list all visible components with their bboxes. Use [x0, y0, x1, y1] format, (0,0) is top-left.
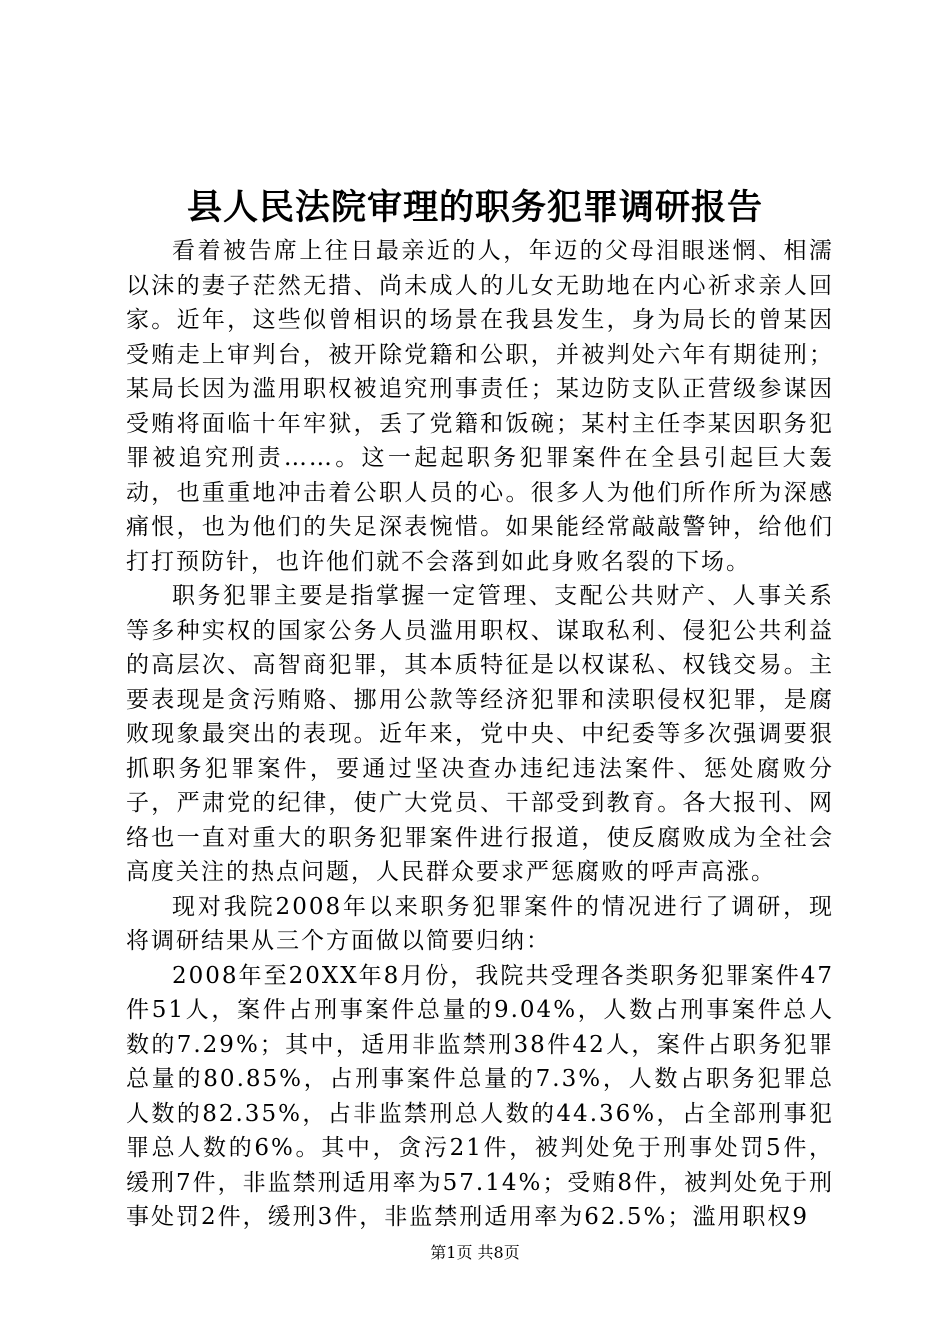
paragraph: 职务犯罪主要是指掌握一定管理、支配公共财产、人事关系等多种实权的国家公务人员滥用职权、谋取私利、侵犯公共利益的高层次、高智商犯罪，其本质特征是以权谋私、权钱交易。主要表现是贪污贿赂、挪用公款等经济犯罪和渎职侵权犯罪，是腐败现象最突出的表现。近年来，党中央、中纪委等多次强调要狠抓职务犯罪案件，要通过坚决查办违纪违法案件、惩处腐败分子，严肃党的纪律，使广大党员、干部受到教育。各大报刊、网络也一直对重大的职务犯罪案件进行报道，使反腐败成为全社会高度关注的热点问题，人民群众要求严惩腐败的呼声高涨。: [126, 583, 834, 885]
page-footer: 第1页 共8页: [430, 1243, 520, 1262]
document-body: [126, 234, 834, 1235]
paragraph: 2008年至20XX年8月份，我院共受理各类职务犯罪案件47件51人，案件占刑事案件总量的9.04%，人数占刑事案件总人数的7.29%；其中，适用非监禁刑38件42人，案件占职务犯罪总量的80.85%，占刑事案件总量的7.3%，人数占职务犯罪总人数的82.35%，占非监禁刑总人数的44.36%，占全部刑事犯罪总人数的6%。其中，贪污21件，被判处免于刑事处罚5件，缓刑7件，非监禁刑适用率为57.14%；受贿8件，被判处免于刑事处罚2件，缓刑3件，非监禁刑适用率为62.5%；滥用职权9: [126, 962, 834, 1230]
paragraph: 现对我院2008年以来职务犯罪案件的情况进行了调研，现将调研结果从三个方面做以简要归纳：: [126, 893, 834, 954]
paragraph: 看着被告席上往日最亲近的人，年迈的父母泪眼迷惘、相濡以沫的妻子茫然无措、尚未成人的儿女无助地在内心祈求亲人回家。近年，这些似曾相识的场景在我县发生，身为局长的曾某因受贿走上审判台，被开除党籍和公职，并被判处六年有期徒刑；某局长因为滥用职权被追究刑事责任；某边防支队正营级参谋因受贿将面临十年牢狱，丢了党籍和饭碗；某村主任李某因职务犯罪被追究刑责……。这一起起职务犯罪案件在全县引起巨大轰动，也重重地冲击着公职人员的心。很多人为他们所作所为深感痛恨，也为他们的失足深表惋惜。如果能经常敲敲警钟，给他们打打预防针，也许他们就不会落到如此身败名裂的下场。: [126, 238, 834, 575]
document-title: 县人民法院审理的职务犯罪调研报告: [186, 187, 763, 228]
